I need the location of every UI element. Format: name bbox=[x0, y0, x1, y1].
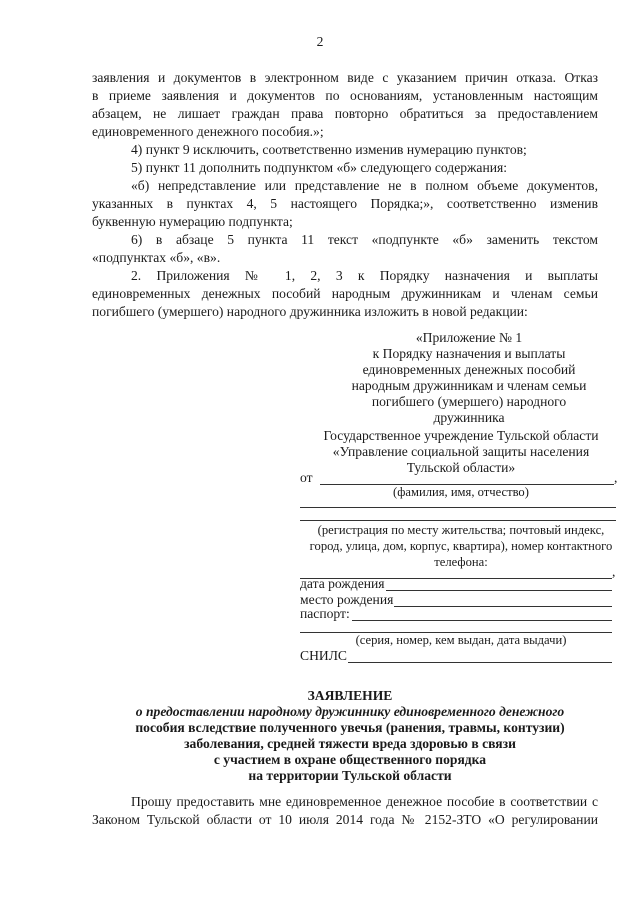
body-line: «б) непредставление или представление не в полном объеме документов, bbox=[131, 178, 598, 193]
appendix-line: народным дружинникам и членам семьи bbox=[351, 378, 587, 393]
body-line: абзацем, не лишает граждан права повторно обратиться за предоставлением bbox=[92, 106, 598, 121]
body-line: 5) пункт 11 дополнить подпунктом «б» следующего содержания: bbox=[131, 160, 508, 175]
from-label: от bbox=[300, 470, 313, 485]
birth-place-line bbox=[394, 606, 612, 607]
statement-subtitle: о предоставлении народному дружиннику единовременного денежного bbox=[135, 704, 565, 719]
appendix-line: «Приложение № 1 bbox=[415, 330, 523, 345]
snils-line bbox=[348, 662, 612, 663]
body-line: 2. Приложения № 1, 2, 3 к Порядку назначения и выплаты bbox=[131, 268, 598, 283]
phone-comma: , bbox=[612, 564, 616, 579]
passport-label: паспорт: bbox=[300, 606, 350, 621]
addressee-line: Государственное учреждение Тульской области bbox=[323, 428, 599, 443]
page-number: 2 bbox=[316, 34, 324, 49]
appendix-line: к Порядку назначения и выплаты bbox=[372, 346, 566, 361]
body-line: 6) в абзаце 5 пункта 11 текст «подпункте «б» заменить текстом bbox=[131, 232, 598, 247]
appendix-line: единовременных денежных пособий bbox=[362, 362, 576, 377]
body-line: заявления и документов в электронном виде с указанием причин отказа. Отказ bbox=[92, 70, 598, 85]
addressee-line: «Управление социальной защиты населения bbox=[332, 444, 590, 459]
registration-caption: (регистрация по месту жительства; почтовый индекс, bbox=[317, 523, 605, 537]
statement-line: Прошу предоставить мне единовременное денежное пособие в соответствии с bbox=[131, 794, 598, 809]
body-line: единовременного денежного пособия.»; bbox=[92, 124, 324, 139]
appendix-line: дружинника bbox=[433, 410, 505, 425]
birth-date-label: дата рождения bbox=[300, 576, 385, 591]
addressee-line: Тульской области» bbox=[406, 460, 516, 475]
body-line: указанных в пунктах 4, 5 настоящего Порядка;», соответственно изменив bbox=[92, 196, 598, 211]
statement-subtitle: с участием в охране общественного порядка bbox=[213, 752, 487, 767]
blank-line bbox=[300, 507, 616, 508]
statement-subtitle: пособия вследствие полученного увечья (ранения, травмы, контузии) bbox=[135, 720, 565, 735]
statement-title: ЗАЯВЛЕНИЕ bbox=[307, 688, 393, 703]
body-line: «подпунктах «б», «в». bbox=[92, 250, 221, 265]
passport-caption: (серия, номер, кем выдан, дата выдачи) bbox=[355, 633, 567, 647]
registration-caption: город, улица, дом, корпус, квартира), номер контактного bbox=[309, 539, 613, 553]
snils-label: СНИЛС bbox=[300, 648, 347, 663]
blank-line bbox=[300, 520, 616, 521]
from-comma: , bbox=[614, 470, 618, 485]
fio-caption: (фамилия, имя, отчество) bbox=[393, 485, 529, 499]
body-line: в приеме заявления и документов по основаниям, установленным настоящим bbox=[92, 88, 598, 103]
appendix-line: погибшего (умершего) народного bbox=[371, 394, 567, 409]
registration-caption: телефона: bbox=[434, 555, 488, 569]
statement-subtitle: на территории Тульской области bbox=[248, 768, 452, 783]
statement-line: Законом Тульской области от 10 июля 2014 года № 2152-ЗТО «О регулировании bbox=[92, 812, 598, 827]
body-line: погибшего (умершего) народного дружинника изложить в новой редакции: bbox=[92, 304, 528, 319]
birth-date-line bbox=[386, 590, 612, 591]
birth-place-label: место рождения bbox=[300, 592, 394, 607]
passport-line bbox=[352, 620, 612, 621]
body-line: буквенную нумерацию подпункта; bbox=[92, 214, 293, 229]
body-line: единовременных денежных пособий народным дружинникам и членам семьи bbox=[92, 286, 598, 301]
body-line: 4) пункт 9 исключить, соответственно изменив нумерацию пунктов; bbox=[131, 142, 527, 157]
statement-subtitle: заболевания, средней тяжести вреда здоровью в связи bbox=[184, 736, 516, 751]
